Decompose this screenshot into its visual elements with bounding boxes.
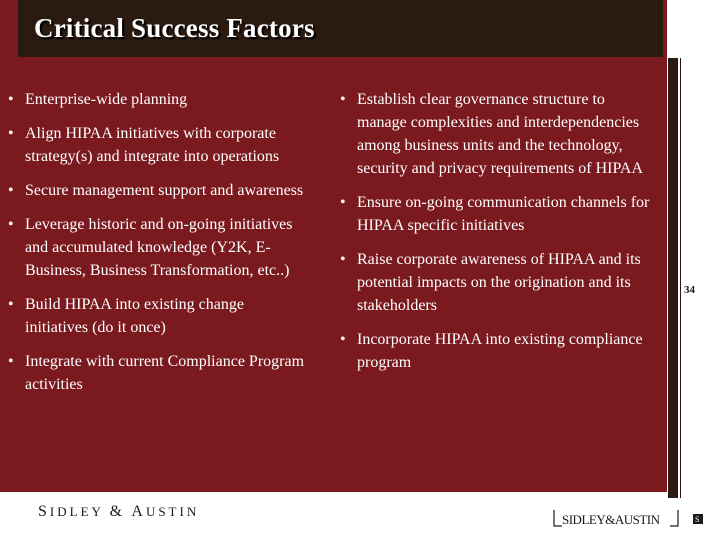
right-bullet-list	[340, 88, 650, 385]
right-border-line	[680, 58, 681, 498]
bullet-item	[340, 88, 650, 180]
bullet-dot: •	[340, 251, 346, 268]
bullet-text: Ensure on-going communication channels for HIPAA specific initiatives	[357, 194, 650, 234]
bullet-text: Raise corporate awareness of HIPAA and its potential impacts on the origination and its stakeholders	[357, 251, 641, 314]
bullet-item	[340, 328, 650, 374]
bullet-dot: •	[8, 182, 14, 199]
footer-firm-name: SIDLEY & AUSTIN	[38, 503, 200, 520]
bullet-dot: •	[8, 353, 14, 370]
bullet-item	[8, 293, 308, 339]
bullet-dot: •	[8, 91, 14, 108]
svg-text:SIDLEY&AUSTIN: SIDLEY&AUSTIN	[562, 512, 660, 527]
bullet-dot: •	[340, 91, 346, 108]
bullet-dot: •	[8, 216, 14, 233]
bullet-dot: •	[8, 296, 14, 313]
bullet-text: Establish clear governance structure to manage complexities and interdependencies among business units and the technology, security and privacy requirements of HIPAA	[357, 91, 643, 177]
slide-title: Critical Success Factors	[34, 13, 315, 43]
bullet-text: Incorporate HIPAA into existing compliance program	[357, 331, 643, 371]
bullet-text: Align HIPAA initiatives with corporate strategy(s) and integrate into operations	[25, 125, 280, 165]
bullet-dot: •	[340, 331, 346, 348]
left-bullet-list	[8, 88, 308, 407]
bullet-item	[8, 179, 308, 202]
bullet-text: Leverage historic and on-going initiatives and accumulated knowledge (Y2K, E-Business, Business Transformation, etc..)	[25, 216, 293, 279]
firm-logo	[552, 507, 704, 529]
bullet-item	[8, 88, 308, 111]
page-number: 34	[684, 284, 695, 296]
bullet-dot: •	[340, 194, 346, 211]
bullet-text: Secure management support and awareness	[25, 182, 304, 199]
bullet-item	[8, 213, 308, 282]
bullet-item	[8, 122, 308, 168]
bullet-item	[8, 350, 308, 396]
bullet-text: Build HIPAA into existing change initiatives (do it once)	[25, 296, 244, 336]
right-border-strip	[668, 58, 678, 498]
bullet-item	[340, 248, 650, 317]
bullet-text: Integrate with current Compliance Program activities	[25, 353, 305, 393]
bullet-dot: •	[8, 125, 14, 142]
svg-text:S: S	[695, 515, 700, 524]
bullet-text: Enterprise-wide planning	[25, 91, 188, 108]
bullet-item	[340, 191, 650, 237]
